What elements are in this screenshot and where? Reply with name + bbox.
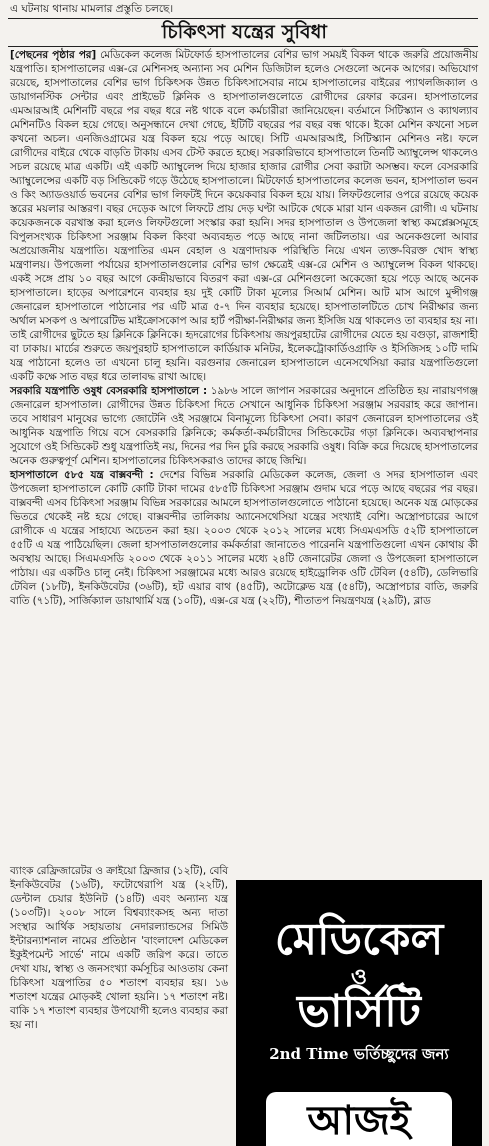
article-paragraph-1 — [10, 48, 478, 384]
subheading-private-hospital: সরকারি যন্ত্রপাতি ওষুধ বেসরকারি হাসপাতালে : — [10, 385, 208, 397]
article-paragraph-4: ব্যাংক রেফ্রিজারেটর ও ক্রাইয়ো ফ্রিজার (১২টি), বেবি ইনকিউবেটর (১৬টি), ফটোথেরাপি যন্ত্র (২২টি), ডেন্টাল চেয়ার ইউনিট (১৪টি) এবং অন্যান্য যন্ত্র (১০৩টি)। ২০০৮ সালে বিশ্বব্যাংকসহ অন্য দাতা সংস্থার আর্থিক সহায়তায় নেদারল্যান্ডসের সিমিউ ইন্টারন্যাশনাল নামের প্রতিষ্ঠান 'বাংলাদেশ মেডিকেল ইকুইপমেন্ট সার্ভে' নামে একটি জরিপ করে। তাতে দেখা যায়, স্বাস্থ্য ও জনসংখ্যা কর্মসূচির আওতায় কেনা চিকিৎসা যন্ত্রপাতির ৫০ শতাংশ ব্যবহার হয়। ১৬ শতাংশ যন্ত্রের মোড়কই খোলা হয়নি। ১৭ শতাংশ নষ্ট। বাকি ১৭ শতাংশ ব্যবহার উপযোগী হলেও ব্যবহার করা হয় না। — [10, 865, 228, 1031]
ad-conjunction: ও — [350, 965, 368, 990]
ad-cta-text: আজই — [307, 1098, 411, 1144]
subheading-boxed-equipment: হাসপাতালে ৫৮৫ যন্ত্র বাক্সবন্দী : — [10, 469, 154, 481]
ad-title-medical: মেডিকেল — [274, 914, 444, 965]
divider-headline — [8, 46, 478, 47]
paragraph-2-text: ১৯৮৬ সালে জাপান সরকারের অনুদানে প্রতিষ্ঠিত হয় নারায়ণগঞ্জ জেনারেল হাসপাতাল। রোগীদের উন্নত চিকিৎসা দিতে সেখানে আধুনিক চিকিৎসা সরঞ্জাম সরবরাহ করে জাপান। তবে সাধারণ মানুষের ভাগ্যে জোটেনি ওই সরঞ্জামে বিনামূল্যে চিকিৎসা সেবা। কারণ জেনারেল হাসপাতালের ওই আধুনিক যন্ত্রপাতি গিয়ে বসে বেসরকারি ক্লিনিকে; কর্মকর্তা-কর্মচারীদের সিন্ডিকেটের গড়া ক্লিনিকে। অব্যবস্থাপনার সুযোগে ওই সিন্ডিকেট শুধু যন্ত্রপাতিই নয়, দিনের পর দিন চুরি করছে সরকারি ওষুধ। বিক্রি করে দিয়েছে হাসপাতালের অনেক গুরুত্বপূর্ণ মেশিন। হাসপাতালের চিকিৎসকরাও তাদের কাছে জিম্মি। — [10, 385, 478, 467]
paragraph-1-text: মেডিকেল কলেজ মিটফোর্ড হাসপাতালের বেশির ভাগ সময়ই বিকল থাকে জরুরি প্রয়োজনীয় যন্ত্রপাতি। হাসপাতালের এক্স-রে মেশিনসহ অন্যান্য সব মেশিন ডিজিটাল হলেও সেগুলো অনেক আগের। অভিযোগ রয়েছে, হাসপাতালের বেশির ভাগ চিকিৎসক উন্নত চিকিৎসাসেবার নামে হাসপাতালের বাইরের প্যাথলজিক্যাল ও ডায়াগনস্টিক সেন্টার এবং প্রাইভেট ক্লিনিক ও হাসপাতালগুলোতে রোগীদের রেফার করেন। হাসপাতালের এমআরআই মেশিনটি বছরে পর বছর ধরে নষ্ট থাকে বলে কর্মচারীরা জানিয়েছেন। বর্তমানে সিটিস্ক্যান ও ক্যাথল্যাব মেশিনটিও বিকল হয়ে গেছে। অনুসন্ধানে দেখা গেছে, ইটিটি বছরের পর বছর বন্ধ থাকে। ইকো মেশিন কখনো সচল কখনো অচল। এনজিওগ্রামের যন্ত্র বিকল হয়ে পড়ে আছে। সিটি এমআরআই, সিটিস্ক্যান মেশিনও নষ্ট। ফলে রোগীদের বাইরে থেকে বাড়তি টাকায় এসব টেস্ট করতে হচ্ছে। সরকারিভাবে হাসপাতালে তিনটি অ্যাম্বুলেন্স থাকলেও সচল রয়েছে মাত্র একটি। এই একটি অ্যাম্বুলেন্স দিয়ে হাজার হাজার রোগীর সেবা করাটা অসম্ভব। ফলে বেসরকারি অ্যাম্বুলেন্সের একটি বড় সিন্ডিকেট গড়ে উঠেছে হাসপাতালে। মিটফোর্ড হাসপাতালের কলেজ ভবন, হাসপাতাল ভবন ও কিং অ্যাডওয়ার্ড ভবনের বেশির ভাগ লিফটই দিনে কয়েকবার বিকল হয়ে যায়। লিফটগুলোর ওপরে রয়েছে কয়েক স্তরের ময়লার আস্তরণ। বছর দেড়েক আগে লিফটে প্রায় দেড় ঘণ্টা আটকে থেকে মারা যান একজন রোগী। এ ঘটনায় কয়েকজনকে বরখাস্ত করা হলেও লিফটগুলো সংস্কার করা হয়নি। সদর হাসপাতাল ও উপজেলা স্বাস্থ্য কমপ্লেক্সসমূহে বিপুলসংখ্যক চিকিৎসা সরঞ্জাম বিকল কিংবা অব্যবহৃত পড়ে আছে নানা জটিলতায়। এর অনেকগুলো আবার অপ্রয়োজনীয় যন্ত্রপাতি। যন্ত্রপাতির এমন বেহাল ও যন্ত্রণাদায়ক পরিস্থিতি নিয়ে এখন ত্যক্ত-বিরক্ত খোদ স্বাস্থ্য মন্ত্রণালয়। উপজেলা পর্যায়ের হাসপাতালগুলোর বেশির ভাগ ক্ষেত্রেই এক্স-রে মেশিন ও অ্যাম্বুলেন্স বিকল থাকছে। একই সঙ্গে প্রায় ১০ বছর আগে কেন্দ্রীয়ভাবে বিতরণ করা এক্স-রে মেশিনগুলো অকেজো হয়ে পড়ে আছে অনেক হাসপাতালে। হাড়ের অপারেশনে ব্যবহার হয় দুই কোটি টাকা মূল্যের সিআর্ম মেশিন। আট মাস আগে মুন্সীগঞ্জ জেনারেল হাসপাতালে পাঠানোর পর এটি মাত্র ৫-৭ দিন ব্যবহার হয়েছে। হাসপাতালটিতে চোখ নিরীক্ষার জন্য অর্থাল মসকপ ও অপারেটিভ মাইক্রোসকোপ আর হার্ট পরীক্ষা-নিরীক্ষার জন্য ইসিজি যন্ত্র থাকলেও তা ব্যবহার হয় না। তাই রোগীদের ছুটতে হয় ক্লিনিকে ক্লিনিকে। হৃদরোগের চিকিৎসায় জয়পুরহাটের রোগীদের যেতে হয় বগুড়া, রাজশাহী বা ঢাকায়। মার্চের শুরুতে জয়পুরহাট হাসপাতালে কার্ডিয়াক মনিটর, ইলেকট্রোকার্ডিওগ্রাফি ও ইসিজিসহ ১০টি দামি যন্ত্র পাঠানো হলেও তা এখনো চালু হয়নি। বরগুনার জেনারেল হাসপাতালে এনেসথেসিয়া করার যন্ত্রপাতিগুলো একটি কক্ষে সাত বছর ধরে তালাবদ্ধ রাখা আছে। — [10, 49, 478, 383]
ad-title-varsity: ভার্সিটি — [297, 986, 421, 1037]
paragraph-3-text: দেশের বিভিন্ন সরকারি মেডিকেল কলেজ, জেলা ও সদর হাসপাতাল এবং উপজেলা হাসপাতালে কোটি কোটি টাকা দামের ৫৮৫টি চিকিৎসা সরঞ্জাম গুদাম ঘরে পড়ে আছে বছরের পর বছর। বাক্সবন্দী এসব চিকিৎসা সরঞ্জাম বিভিন্ন সরকারের আমলে হাসপাতালগুলোতে পাঠানো হয়েছে। অনেক যন্ত্র মোড়কের ভিতরে থেকেই নষ্ট হয়ে গেছে। বাক্সবন্দীর তালিকায় অ্যানেসথেসিয়া যন্ত্রের সংখ্যাই বেশি। অস্ত্রোপচারের আগে রোগীকে এ যন্ত্রের সাহায্যে অচেতন করা হয়। ২০০৩ থেকে ২০১২ সালের মধ্যে সিএমএসডি ৫২টি হাসপাতালে ৫৫টি এ যন্ত্র পাঠিয়েছিল। জেলা হাসপাতালগুলোর কর্মকর্তারা জানাতেও পারেননি যন্ত্রপাতিগুলো এখন কোথায় কী অবস্থায় আছে। সিএমএসডি ২০০৩ থেকে ২০১১ সালের মধ্যে ২৪টি জেনারেটর জেলা ও উপজেলা হাসপাতালে পাঠায়। এর একটিও চালু নেই। চিকিৎসা সরঞ্জামের মধ্যে আরও রয়েছে হাইড্রোলিক ওটি টেবিল (৫৪টি), ডেলিভারি টেবিল (১৮টি), ইনকিউবেটর (৩৬টি), হট এয়ার বাথ (৪৫টি), অটোক্লেভ যন্ত্র (৫৪টি), অস্ত্রোপচার বাতি, জরুরি বাতি (৭১টি), সার্জিক্যাল ডায়াথার্মি যন্ত্র (১০টি), এক্স-রে যন্ত্র (২২টি), শীতাতপ নিয়ন্ত্রণযন্ত্র (২৯টি), ব্লাড — [10, 469, 478, 607]
continued-from-label: [পেছনের পৃষ্ঠার পর] — [10, 49, 97, 61]
article-headline: চিকিৎসা যন্ত্রের সুবিধা — [161, 21, 328, 43]
article-body — [10, 48, 478, 608]
ad-cta-box — [266, 1092, 452, 1146]
article-paragraph-2 — [10, 384, 478, 468]
ad-subtitle: 2nd Time ভর্তিচ্ছুদের জন্য — [269, 1045, 449, 1063]
coaching-advertisement[interactable] — [236, 880, 482, 1146]
article-paragraph-3 — [10, 468, 478, 608]
previous-article-tail: এ ঘটনায় থানায় মামলার প্রস্তুতি চলছে। — [10, 3, 174, 15]
